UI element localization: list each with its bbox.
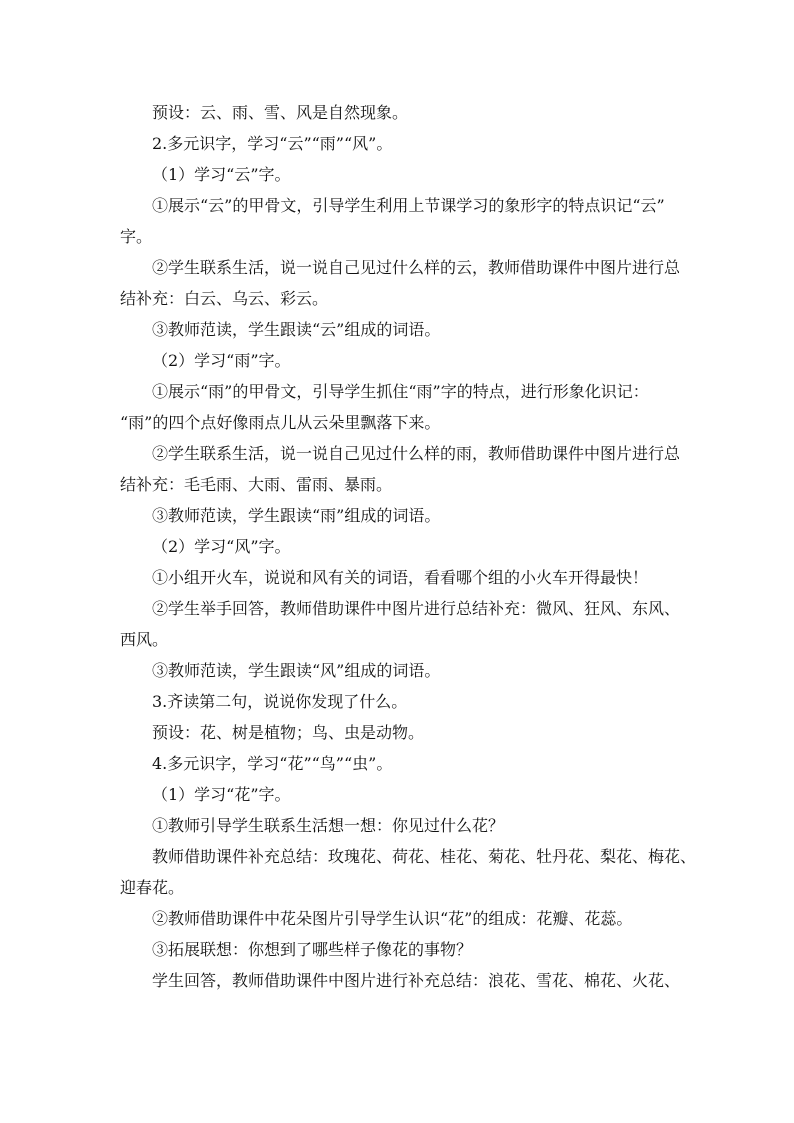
subsection-heading: （1）学习“花”字。 — [152, 785, 291, 804]
text-line: ②教师借助课件中花朵图片引导学生认识“花”的组成：花瓣、花蕊。 — [152, 909, 633, 928]
text-line: ①小组开火车，说说和风有关的词语，看看哪个组的小火车开得最快！ — [152, 568, 649, 587]
text-line: 字。 — [120, 227, 153, 246]
text-line: ③教师范读，学生跟读“云”组成的词语。 — [152, 320, 441, 339]
text-line: ③教师范读，学生跟读“雨”组成的词语。 — [152, 506, 441, 525]
text-line: 结补充：毛毛雨、大雨、雷雨、暴雨。 — [120, 475, 393, 494]
section-heading: 3.齐读第二句，说说你发现了什么。 — [152, 692, 408, 711]
text-line: 迎春花。 — [120, 878, 185, 897]
text-line: ③拓展联想：你想到了哪些样子像花的事物？ — [152, 940, 473, 959]
text-line: “雨”的四个点好像雨点儿从云朵里飘落下来。 — [120, 413, 441, 432]
section-heading: 2.多元识字，学习“云”“雨”“风”。 — [152, 134, 393, 153]
subsection-heading: （2）学习“雨”字。 — [152, 351, 291, 370]
text-line: ②学生联系生活，说一说自己见过什么样的云，教师借助课件中图片进行总 — [152, 258, 681, 277]
section-heading: 4.多元识字，学习“花”“鸟”“虫”。 — [152, 754, 393, 773]
text-line: 教师借助课件补充总结：玫瑰花、荷花、桂花、菊花、牡丹花、梨花、梅花、 — [152, 847, 697, 866]
text-line: ①展示“云”的甲骨文，引导学生利用上节课学习的象形字的特点识记“云” — [152, 196, 665, 215]
body-text — [120, 97, 697, 996]
text-line: ①展示“雨”的甲骨文，引导学生抓住“雨”字的特点，进行形象化识记： — [152, 382, 649, 401]
text-line: 西风。 — [120, 630, 169, 649]
text-line: ③教师范读，学生跟读“风”组成的词语。 — [152, 661, 441, 680]
text-line: 预设：云、雨、雪、风是自然现象。 — [152, 103, 409, 122]
text-line: 结补充：白云、乌云、彩云。 — [120, 289, 329, 308]
text-line: ①教师引导学生联系生活想一想：你见过什么花？ — [152, 816, 505, 835]
text-line: ②学生举手回答，教师借助课件中图片进行总结补充：微风、狂风、东风、 — [152, 599, 681, 618]
text-line: ②学生联系生活，说一说自己见过什么样的雨，教师借助课件中图片进行总 — [152, 444, 681, 463]
text-line: 学生回答，教师借助课件中图片进行补充总结：浪花、雪花、棉花、火花、 — [152, 971, 681, 990]
text-line: 预设：花、树是植物；鸟、虫是动物。 — [152, 723, 425, 742]
subsection-heading: （1）学习“云”字。 — [152, 165, 291, 184]
subsection-heading: （2）学习“风”字。 — [152, 537, 291, 556]
